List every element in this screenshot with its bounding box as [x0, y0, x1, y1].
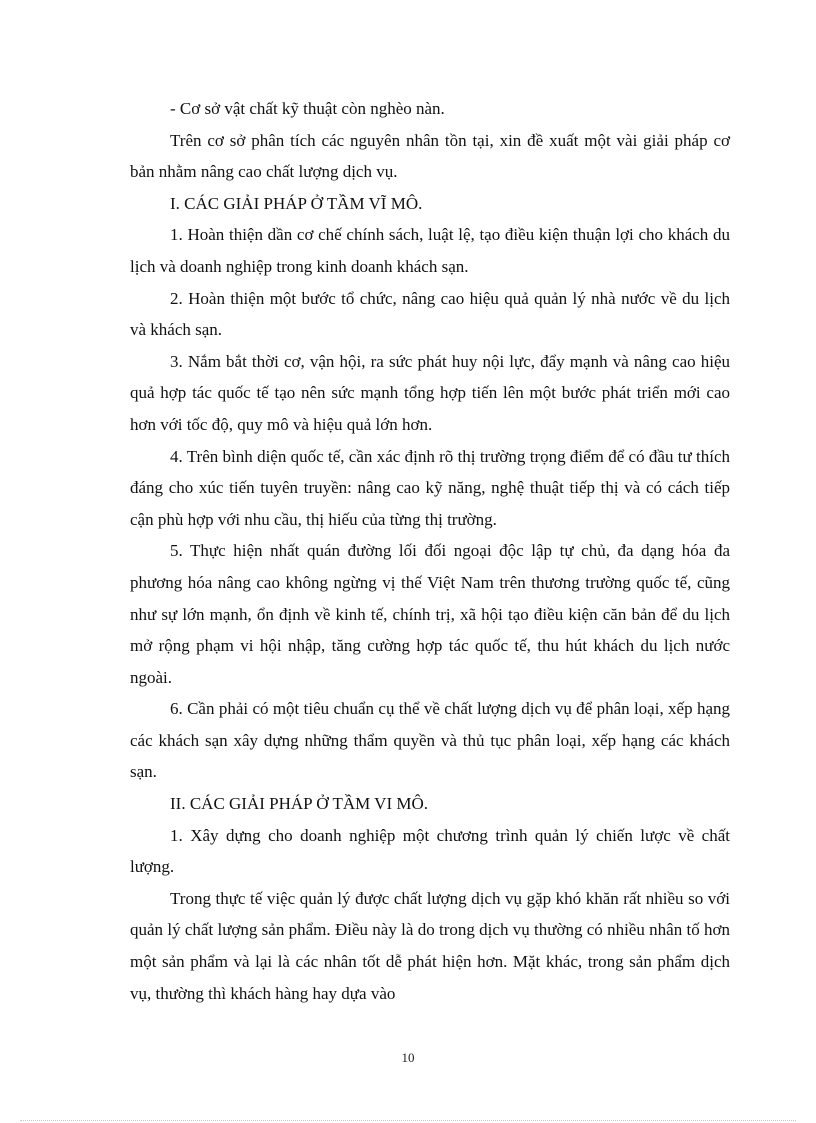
paragraph-macro-3: 3. Nắm bắt thời cơ, vận hội, ra sức phát huy nội lực, đẩy mạnh và nâng cao hiệu quả hợp tác quốc tế tạo nên sức mạnh tổng hợp tiến lên một bước phát triển mới cao hơn với tốc độ, quy mô và hiệu quả lớn hơn.	[130, 351, 730, 434]
paragraph-1: - Cơ sở vật chất kỹ thuật còn nghèo nàn.	[170, 99, 445, 118]
document-body	[130, 93, 730, 1009]
paragraph-macro-6: 6. Cần phải có một tiêu chuẩn cụ thể về chất lượng dịch vụ để phân loại, xếp hạng các khách sạn xây dựng những thẩm quyền và thủ tục phân loại, xếp hạng các khách sạn.	[130, 699, 730, 782]
section-heading-macro: I. CÁC GIẢI PHÁP Ở TẦM VĨ MÔ.	[170, 193, 423, 213]
paragraph-macro-5: 5. Thực hiện nhất quán đường lối đối ngoại độc lập tự chủ, đa dạng hóa đa phương hóa nâng cao không ngừng vị thế Việt Nam trên thương trường quốc tế, cũng như sự lớn mạnh, ổn định về kinh tế, chính trị, xã hội tạo điều kiện căn bản để du lịch mở rộng phạm vi hội nhập, tăng cường hợp tác quốc tế, thu hút khách du lịch nước ngoài.	[130, 541, 730, 687]
paragraph-2: Trên cơ sở phân tích các nguyên nhân tồn tại, xin đề xuất một vài giải pháp cơ bản nhằm nâng cao chất lượng dịch vụ.	[130, 130, 730, 182]
paragraph-macro-2: 2. Hoàn thiện một bước tổ chức, nâng cao hiệu quả quản lý nhà nước về du lịch và khách sạn.	[130, 288, 730, 340]
paragraph-micro-1: 1. Xây dựng cho doanh nghiệp một chương trình quản lý chiến lược về chất lượng.	[130, 825, 730, 877]
paragraph-macro-4: 4. Trên bình diện quốc tế, cần xác định rõ thị trường trọng điểm để có đầu tư thích đáng cho xúc tiến tuyên truyền: nâng cao kỹ năng, nghệ thuật tiếp thị và có cách tiếp cận phù hợp với nhu cầu, thị hiếu của từng thị trường.	[130, 446, 730, 529]
page-number: 10	[401, 1050, 415, 1065]
paragraph-macro-1: 1. Hoàn thiện dần cơ chế chính sách, luật lệ, tạo điều kiện thuận lợi cho khách du lịch và doanh nghiệp trong kinh doanh khách sạn.	[130, 225, 730, 276]
section-heading-micro: II. CÁC GIẢI PHÁP Ở TẦM VI MÔ.	[170, 794, 429, 814]
paragraph-micro-body: Trong thực tế việc quản lý được chất lượng dịch vụ gặp khó khăn rất nhiều so với quản lý chất lượng sản phẩm. Điều này là do trong dịch vụ thường có nhiều nhân tố hơn một sản phẩm và lại là các nhân tốt dễ phát hiện hơn. Mặt khác, trong sản phẩm dịch vụ, thường thì khách hàng hay dựa vào	[130, 888, 730, 1003]
footer-dotted-rule	[20, 1120, 796, 1121]
